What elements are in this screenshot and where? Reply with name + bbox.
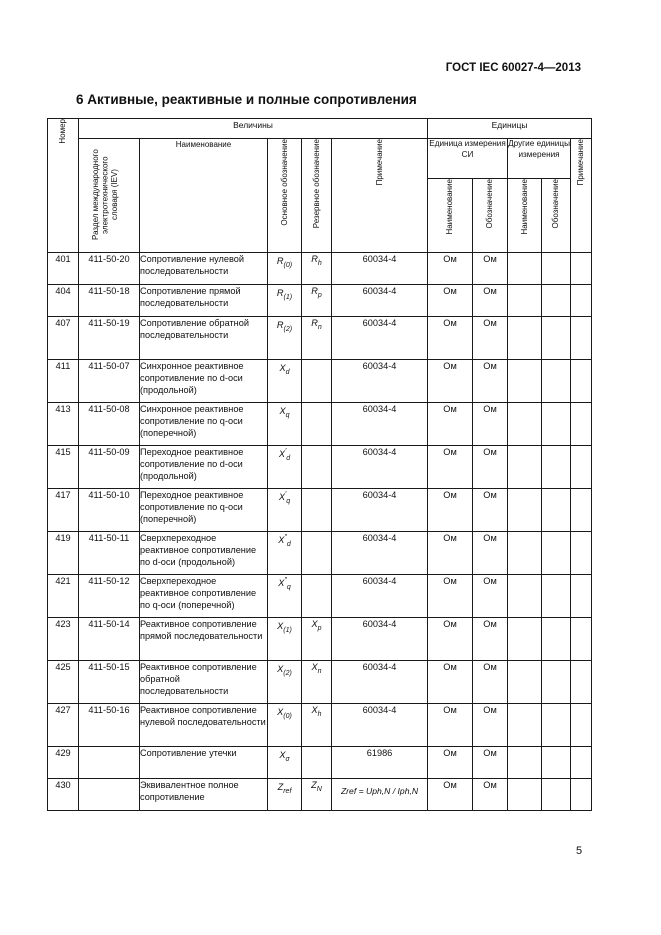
row-other-unit-name xyxy=(508,532,542,575)
row-number: 407 xyxy=(48,317,79,360)
row-unit-symbol: Ом xyxy=(473,575,508,618)
row-main-symbol xyxy=(268,317,302,360)
reserve-symbol: $X_h$ xyxy=(311,705,322,718)
row-iev: 411-50-12 xyxy=(79,575,140,618)
main-symbol: $X_{(2)}$ xyxy=(277,664,292,678)
row-name: Сверхпереходное реактивное сопротивление по d-оси (продольной) xyxy=(140,532,268,575)
table-row xyxy=(48,446,592,489)
main-symbol: $X_\sigma$ xyxy=(279,750,290,764)
row-other-unit-name xyxy=(508,253,542,285)
row-unit-note xyxy=(571,661,592,704)
row-main-symbol xyxy=(268,747,302,779)
section-title: 6 Активные, реактивные и полные сопротивления xyxy=(76,92,417,107)
row-name: Синхронное реактивное сопротивление по q-оси (поперечной) xyxy=(140,403,268,446)
row-unit-name: Ом xyxy=(428,285,473,317)
table-row xyxy=(48,489,592,532)
row-note: 60034-4 xyxy=(332,489,428,532)
row-reserve-symbol xyxy=(302,489,332,532)
row-unit-symbol: Ом xyxy=(473,704,508,747)
row-number: 413 xyxy=(48,403,79,446)
units-group-header: Единицы xyxy=(428,119,592,139)
row-main-symbol xyxy=(268,446,302,489)
units-other-header: Другие единицы измерения xyxy=(508,139,571,179)
table-row xyxy=(48,661,592,704)
row-name: Сопротивление прямой последовательности xyxy=(140,285,268,317)
row-name: Сверхпереходное реактивное сопротивление по q-оси (поперечной) xyxy=(140,575,268,618)
row-unit-symbol: Ом xyxy=(473,532,508,575)
reserve-symbol: $R_p$ xyxy=(311,286,322,299)
row-unit-name: Ом xyxy=(428,779,473,811)
row-unit-symbol: Ом xyxy=(473,360,508,403)
row-main-symbol xyxy=(268,618,302,661)
row-number: 429 xyxy=(48,747,79,779)
main-symbol: $X''_q$ xyxy=(278,577,291,592)
row-other-unit-name xyxy=(508,779,542,811)
table-row xyxy=(48,360,592,403)
row-unit-symbol: Ом xyxy=(473,661,508,704)
row-name: Переходное реактивное сопротивление по q-оси (поперечной) xyxy=(140,489,268,532)
row-reserve-symbol xyxy=(302,747,332,779)
row-number: 423 xyxy=(48,618,79,661)
row-unit-name: Ом xyxy=(428,253,473,285)
row-name: Переходное реактивное сопротивление по d-оси (продольной) xyxy=(140,446,268,489)
row-other-unit-name xyxy=(508,285,542,317)
row-other-unit-symbol xyxy=(542,661,571,704)
row-number: 430 xyxy=(48,779,79,811)
row-name: Реактивное сопротивление прямой последовательности xyxy=(140,618,268,661)
row-number: 427 xyxy=(48,704,79,747)
row-other-unit-name xyxy=(508,489,542,532)
row-unit-symbol: Ом xyxy=(473,403,508,446)
main-symbol: $X_{(0)}$ xyxy=(277,707,292,721)
row-reserve-symbol xyxy=(302,360,332,403)
row-other-unit-name xyxy=(508,618,542,661)
standard-code: ГОСТ IEC 60027-4—2013 xyxy=(445,62,581,74)
row-reserve-symbol xyxy=(302,285,332,317)
table-row xyxy=(48,575,592,618)
row-reserve-symbol xyxy=(302,446,332,489)
row-number: 421 xyxy=(48,575,79,618)
col-reserve-symbol-header: Резервное обозначение xyxy=(302,139,332,253)
row-iev: 411-50-18 xyxy=(79,285,140,317)
row-main-symbol xyxy=(268,704,302,747)
main-symbol: $R_{(0)}$ xyxy=(276,256,293,270)
row-unit-name: Ом xyxy=(428,403,473,446)
row-iev: 411-50-07 xyxy=(79,360,140,403)
row-iev: 411-50-11 xyxy=(79,532,140,575)
row-unit-note xyxy=(571,779,592,811)
row-note: 60034-4 xyxy=(332,317,428,360)
row-unit-note xyxy=(571,747,592,779)
units-other-symbol-header: Обозначение xyxy=(542,179,571,253)
row-other-unit-symbol xyxy=(542,489,571,532)
row-unit-name: Ом xyxy=(428,360,473,403)
reserve-symbol: $X_p$ xyxy=(311,619,322,632)
row-name: Сопротивление обратной последовательности xyxy=(140,317,268,360)
row-name: Синхронное реактивное сопротивление по d-оси (продольной) xyxy=(140,360,268,403)
row-main-symbol xyxy=(268,532,302,575)
units-si-header: Единица измерения СИ xyxy=(428,139,508,179)
row-other-unit-symbol xyxy=(542,403,571,446)
row-other-unit-symbol xyxy=(542,575,571,618)
row-number: 401 xyxy=(48,253,79,285)
row-note: 60034-4 xyxy=(332,285,428,317)
row-unit-name: Ом xyxy=(428,489,473,532)
row-unit-note xyxy=(571,403,592,446)
table-row xyxy=(48,403,592,446)
row-unit-note xyxy=(571,618,592,661)
main-symbol: $X'_q$ xyxy=(278,491,291,506)
row-main-symbol xyxy=(268,779,302,811)
row-other-unit-name xyxy=(508,575,542,618)
row-reserve-symbol xyxy=(302,253,332,285)
row-unit-name: Ом xyxy=(428,747,473,779)
row-reserve-symbol xyxy=(302,532,332,575)
row-main-symbol xyxy=(268,360,302,403)
main-symbol: $X_d$ xyxy=(279,363,290,377)
row-note: 60034-4 xyxy=(332,446,428,489)
row-unit-note xyxy=(571,446,592,489)
row-iev: 411-50-15 xyxy=(79,661,140,704)
row-note: 60034-4 xyxy=(332,360,428,403)
row-other-unit-symbol xyxy=(542,317,571,360)
row-unit-name: Ом xyxy=(428,575,473,618)
row-unit-name: Ом xyxy=(428,446,473,489)
row-number: 415 xyxy=(48,446,79,489)
row-other-unit-symbol xyxy=(542,446,571,489)
table-row xyxy=(48,704,592,747)
main-symbol: $X'_d$ xyxy=(278,448,291,463)
main-symbol: $R_{(1)}$ xyxy=(276,288,293,302)
reserve-symbol: $R_n$ xyxy=(311,318,322,331)
row-main-symbol xyxy=(268,253,302,285)
row-other-unit-symbol xyxy=(542,532,571,575)
row-other-unit-name xyxy=(508,747,542,779)
row-other-unit-name xyxy=(508,704,542,747)
row-reserve-symbol xyxy=(302,704,332,747)
row-note: 60034-4 xyxy=(332,253,428,285)
row-unit-name: Ом xyxy=(428,532,473,575)
table-row xyxy=(48,253,592,285)
table-row xyxy=(48,779,592,811)
row-name: Сопротивление утечки xyxy=(140,747,268,779)
row-reserve-symbol xyxy=(302,317,332,360)
row-other-unit-symbol xyxy=(542,704,571,747)
row-main-symbol xyxy=(268,575,302,618)
col-iev-header: Раздел международного электротехнического словаря (IEV) xyxy=(79,139,140,253)
row-name: Эквивалентное полное сопротивление xyxy=(140,779,268,811)
row-iev xyxy=(79,779,140,811)
reserve-symbol: $R_h$ xyxy=(311,254,322,267)
row-unit-note xyxy=(571,253,592,285)
row-unit-note xyxy=(571,575,592,618)
row-number: 411 xyxy=(48,360,79,403)
row-other-unit-symbol xyxy=(542,618,571,661)
row-reserve-symbol xyxy=(302,403,332,446)
row-note: 61986 xyxy=(332,747,428,779)
row-note: 60034-4 xyxy=(332,704,428,747)
row-main-symbol xyxy=(268,661,302,704)
row-unit-symbol: Ом xyxy=(473,253,508,285)
row-unit-name: Ом xyxy=(428,661,473,704)
row-unit-note xyxy=(571,285,592,317)
row-name: Сопротивление нулевой последовательности xyxy=(140,253,268,285)
row-unit-note xyxy=(571,532,592,575)
row-number: 425 xyxy=(48,661,79,704)
units-si-name-header: Наименование xyxy=(428,179,473,253)
row-other-unit-symbol xyxy=(542,779,571,811)
col-main-symbol-header: Основное обозначение xyxy=(268,139,302,253)
units-note-header: Примечание xyxy=(571,139,592,253)
row-note: 60034-4 xyxy=(332,618,428,661)
row-note: 60034-4 xyxy=(332,661,428,704)
col-name-header: Наименование xyxy=(140,139,268,253)
row-unit-symbol: Ом xyxy=(473,747,508,779)
table-row xyxy=(48,317,592,360)
row-unit-symbol: Ом xyxy=(473,618,508,661)
row-unit-symbol: Ом xyxy=(473,285,508,317)
main-symbol: $X''_d$ xyxy=(278,534,291,549)
row-reserve-symbol xyxy=(302,618,332,661)
row-note: 60034-4 xyxy=(332,575,428,618)
row-other-unit-name xyxy=(508,403,542,446)
row-iev: 411-50-14 xyxy=(79,618,140,661)
units-other-name-header: Наименование xyxy=(508,179,542,253)
row-number: 404 xyxy=(48,285,79,317)
row-main-symbol xyxy=(268,403,302,446)
table-row xyxy=(48,618,592,661)
resistance-table xyxy=(47,118,592,811)
row-main-symbol xyxy=(268,489,302,532)
row-iev: 411-50-08 xyxy=(79,403,140,446)
row-unit-note xyxy=(571,317,592,360)
row-unit-name: Ом xyxy=(428,704,473,747)
row-reserve-symbol xyxy=(302,661,332,704)
row-unit-symbol: Ом xyxy=(473,446,508,489)
row-other-unit-name xyxy=(508,360,542,403)
row-other-unit-symbol xyxy=(542,360,571,403)
row-unit-note xyxy=(571,360,592,403)
row-note: 60034-4 xyxy=(332,532,428,575)
row-unit-note xyxy=(571,704,592,747)
row-unit-symbol: Ом xyxy=(473,317,508,360)
row-unit-symbol: Ом xyxy=(473,489,508,532)
row-other-unit-name xyxy=(508,661,542,704)
row-other-unit-symbol xyxy=(542,285,571,317)
row-name: Реактивное сопротивление нулевой последовательности xyxy=(140,704,268,747)
main-symbol: $Z_{ref}$ xyxy=(277,782,292,796)
row-iev: 411-50-20 xyxy=(79,253,140,285)
row-iev xyxy=(79,747,140,779)
row-reserve-symbol xyxy=(302,779,332,811)
row-unit-name: Ом xyxy=(428,317,473,360)
row-iev: 411-50-09 xyxy=(79,446,140,489)
row-unit-name: Ом xyxy=(428,618,473,661)
main-symbol: $R_{(2)}$ xyxy=(276,320,293,334)
row-note: Zref = Uph,N / Iph,N xyxy=(332,779,428,811)
row-number: 417 xyxy=(48,489,79,532)
row-name: Реактивное сопротивление обратной последовательности xyxy=(140,661,268,704)
row-iev: 411-50-19 xyxy=(79,317,140,360)
row-iev: 411-50-10 xyxy=(79,489,140,532)
table-row xyxy=(48,532,592,575)
row-number: 419 xyxy=(48,532,79,575)
row-other-unit-symbol xyxy=(542,253,571,285)
row-other-unit-name xyxy=(508,317,542,360)
main-symbol: $X_{(1)}$ xyxy=(277,621,292,635)
row-other-unit-symbol xyxy=(542,747,571,779)
table-row xyxy=(48,285,592,317)
row-reserve-symbol xyxy=(302,575,332,618)
main-symbol: $X_q$ xyxy=(279,406,290,420)
reserve-symbol: $Z_N$ xyxy=(311,780,322,793)
reserve-symbol: $X_n$ xyxy=(311,662,322,675)
units-si-symbol-header: Обозначение xyxy=(473,179,508,253)
row-iev: 411-50-16 xyxy=(79,704,140,747)
row-main-symbol xyxy=(268,285,302,317)
row-unit-note xyxy=(571,489,592,532)
page-number: 5 xyxy=(576,845,583,857)
row-unit-symbol: Ом xyxy=(473,779,508,811)
row-note: 60034-4 xyxy=(332,403,428,446)
col-note-header: Примечание xyxy=(332,139,428,253)
table-row xyxy=(48,747,592,779)
quantities-group-header: Величины xyxy=(79,119,428,139)
col-number-header: Номер xyxy=(48,119,79,253)
row-other-unit-name xyxy=(508,446,542,489)
